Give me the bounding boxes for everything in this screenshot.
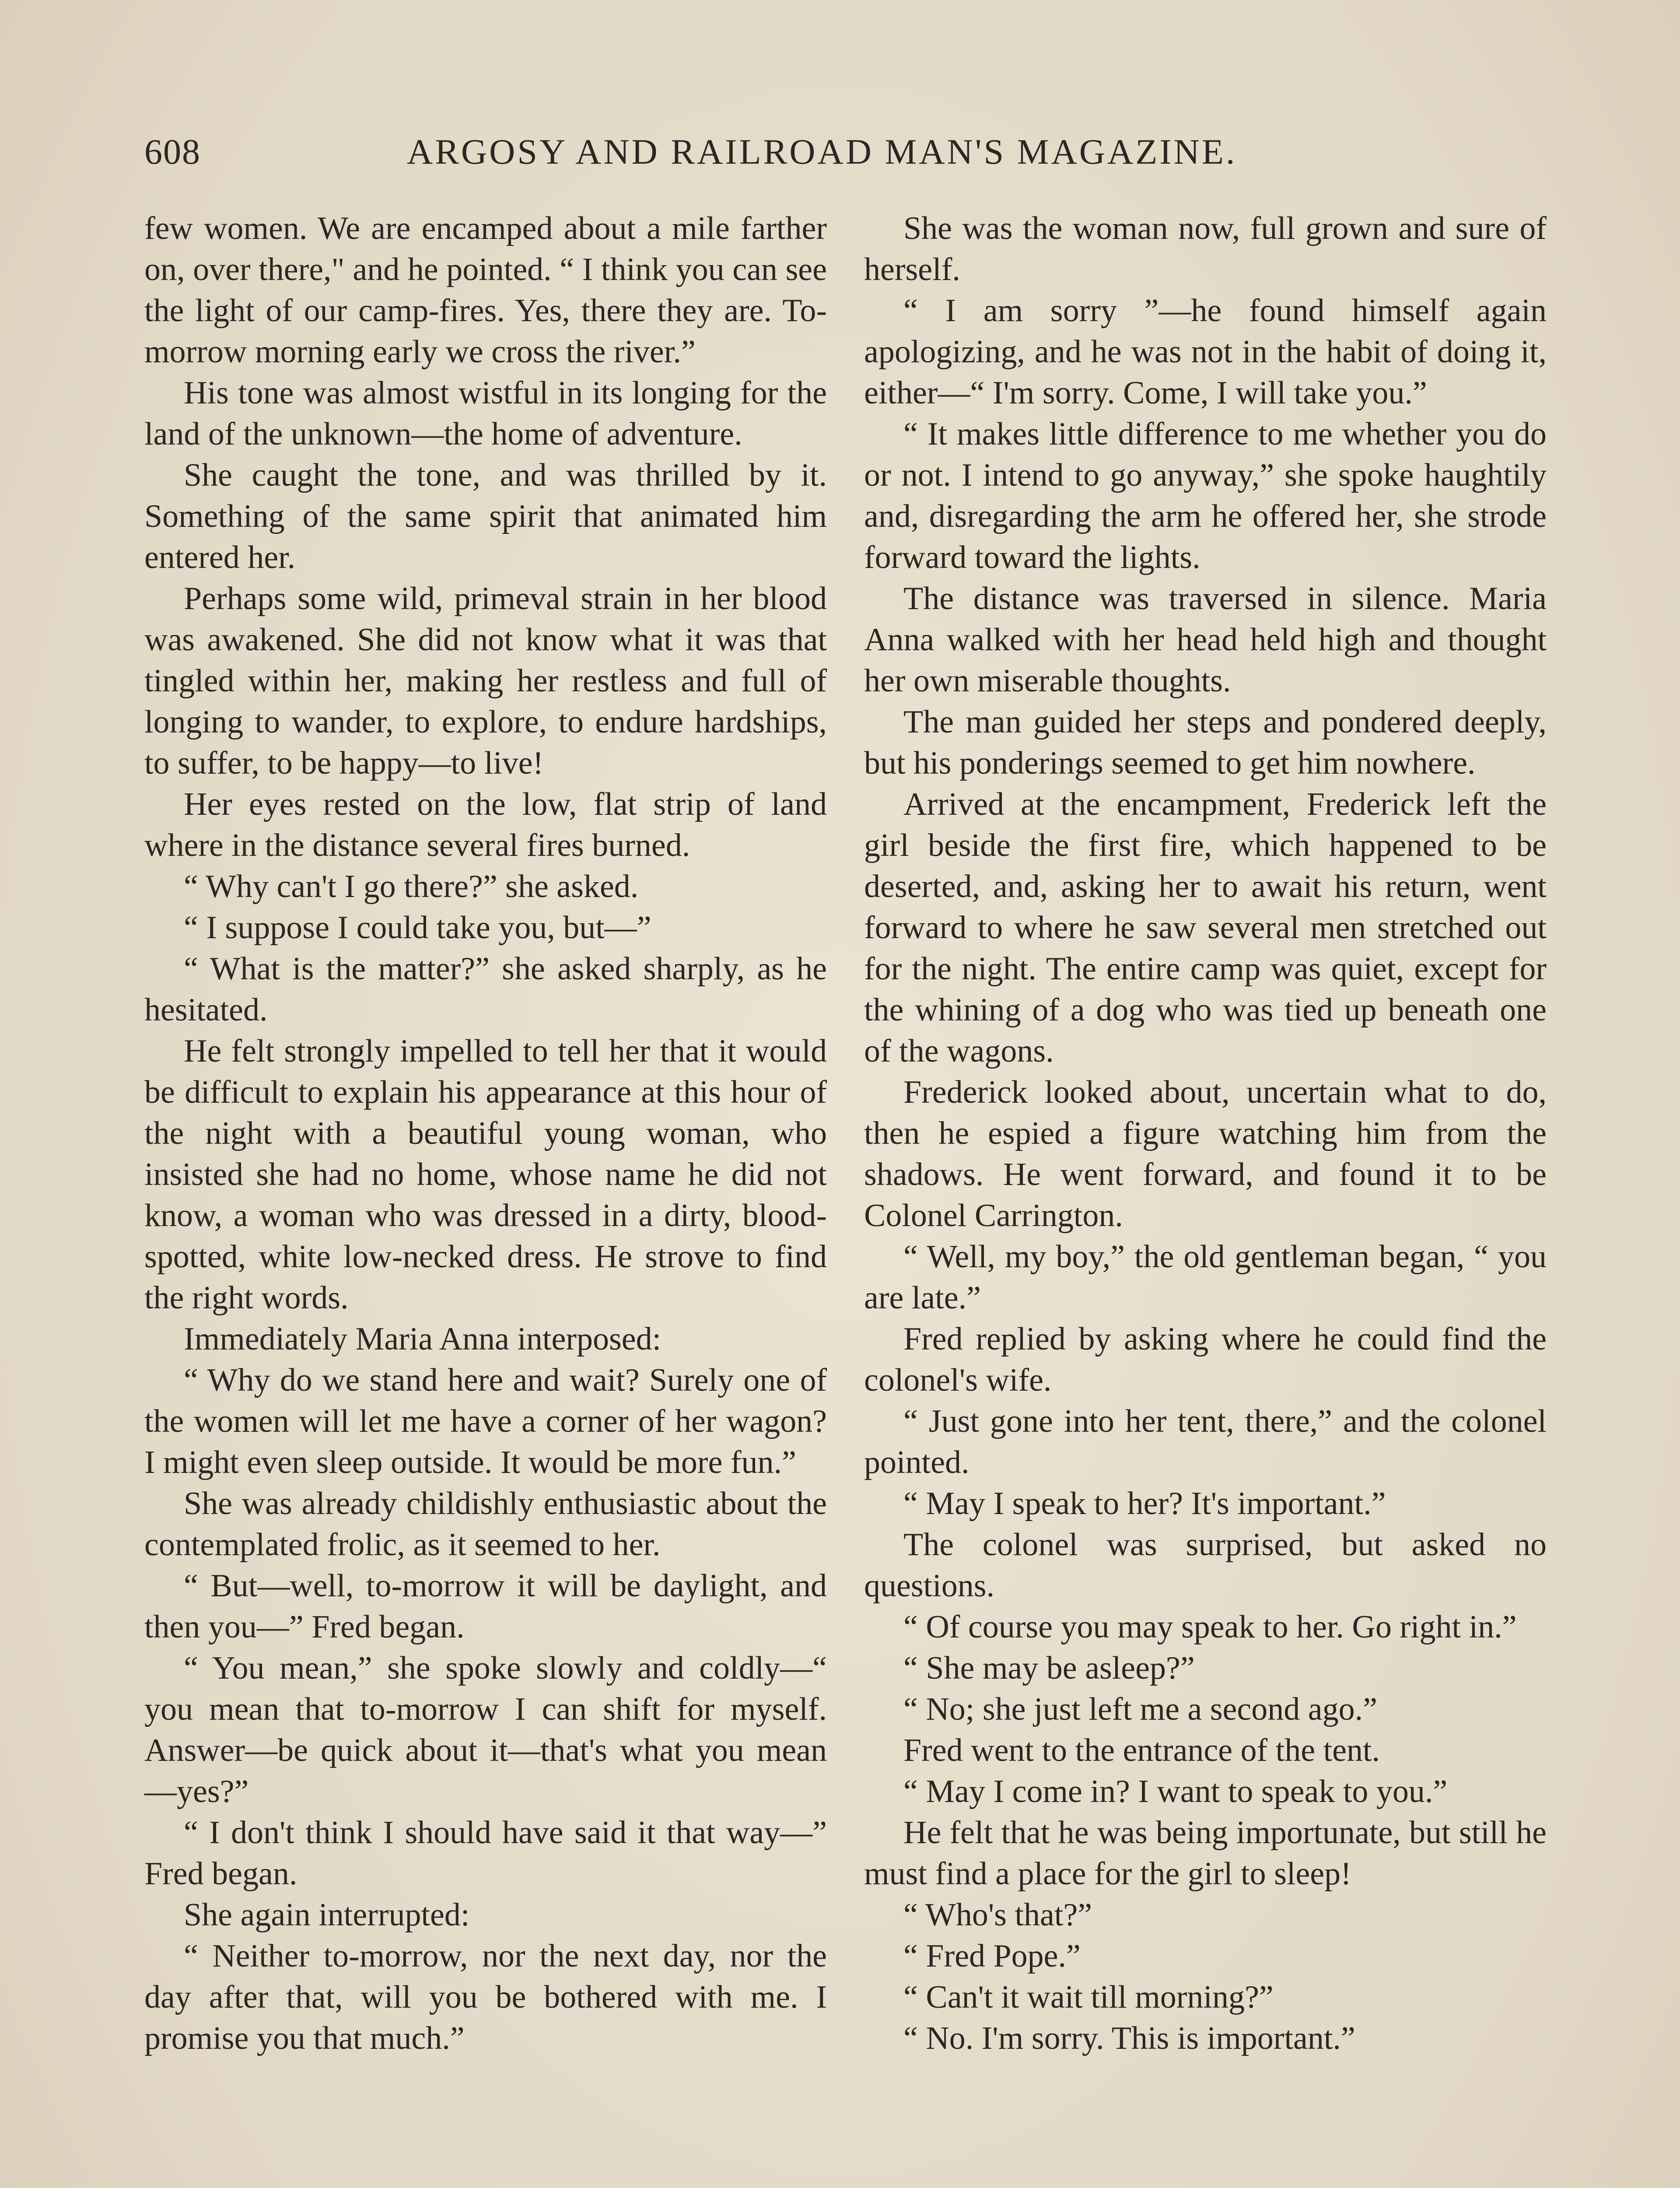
magazine-title: ARGOSY AND RAILROAD MAN'S MAGAZINE. <box>407 132 1237 172</box>
paragraph: “ Can't it wait till morning?” <box>903 1979 1274 2015</box>
running-head <box>144 131 1540 179</box>
paragraph: “ You mean,” she spoke slowly and coldly—“ you mean that to-morrow I can shift for myself. Answer—be quick about it—that's what you mean—yes?” <box>144 1650 827 1809</box>
left-column <box>144 208 827 2059</box>
paragraph: The colonel was surprised, but asked no questions. <box>864 1527 1547 1604</box>
paragraph: “ Why do we stand here and wait? Surely one of the women will let me have a corner of her wagon? I might even sleep outside. It would be more fun.” <box>144 1362 827 1480</box>
paragraph: “ I don't think I should have said it that way—” Fred began. <box>144 1815 827 1892</box>
paragraph: few women. We are encamped about a mile farther on, over there," and he pointed. “ I think you can see the light of our camp-fires. Yes, there they are. To-morrow morning early we cross the river.” <box>144 210 827 370</box>
paragraph: “ She may be asleep?” <box>903 1650 1195 1686</box>
paragraph: “ It makes little difference to me whether you do or not. I intend to go anyway,” she spoke haughtily and, disregarding the arm he offered her, she strode forward toward the lights. <box>864 416 1547 575</box>
paragraph: “ But—well, to-morrow it will be daylight, and then you—” Fred began. <box>144 1568 827 1645</box>
paragraph: “ What is the matter?” she asked sharply, as he hesitated. <box>144 951 827 1028</box>
paragraph: “ Well, my boy,” the old gentleman began, “ you are late.” <box>864 1239 1547 1316</box>
paragraph: Her eyes rested on the low, flat strip of land where in the distance several fires burned. <box>144 786 827 863</box>
paragraph: She caught the tone, and was thrilled by it. Something of the same spirit that animated him entered her. <box>144 457 827 575</box>
paragraph: “ I suppose I could take you, but—” <box>184 910 651 946</box>
paragraph: “ May I come in? I want to speak to you.” <box>903 1774 1448 1809</box>
paragraph: “ Neither to-morrow, nor the next day, nor the day after that, will you be bothered with me. I promise you that much.” <box>144 1938 827 2056</box>
paragraph: “ Who's that?” <box>903 1897 1092 1933</box>
paragraph: He felt that he was being importunate, but still he must find a place for the girl to sleep! <box>864 1815 1547 1892</box>
paragraph: “ I am sorry ”—he found himself again apologizing, and he was not in the habit of doing it, either—“ I'm sorry. Come, I will take you.” <box>864 293 1547 411</box>
paragraph: She was already childishly enthusiastic about the contemplated frolic, as it seemed to her. <box>144 1486 827 1563</box>
right-column <box>864 208 1547 2059</box>
paragraph: “ Fred Pope.” <box>903 1938 1081 1974</box>
paragraph: “ Why can't I go there?” she asked. <box>184 869 639 905</box>
paragraph: “ Of course you may speak to her. Go right in.” <box>903 1609 1517 1645</box>
paragraph: “ No; she just left me a second ago.” <box>903 1691 1377 1727</box>
page-number: 608 <box>144 132 201 172</box>
paragraph: Fred went to the entrance of the tent. <box>903 1732 1380 1768</box>
paragraph: The man guided her steps and pondered deeply, but his ponderings seemed to get him nowhere. <box>864 704 1547 781</box>
paragraph: Fred replied by asking where he could find the colonel's wife. <box>864 1321 1547 1398</box>
paragraph: The distance was traversed in silence. Maria Anna walked with her head held high and thought her own miserable thoughts. <box>864 581 1547 699</box>
paragraph: “ No. I'm sorry. This is important.” <box>903 2020 1355 2056</box>
paragraph: Frederick looked about, uncertain what to do, then he espied a figure watching him from the shadows. He went forward, and found it to be Colonel Carrington. <box>864 1074 1547 1234</box>
paragraph: “ Just gone into her tent, there,” and the colonel pointed. <box>864 1403 1547 1480</box>
paragraph: Arrived at the encampment, Frederick left the girl beside the first fire, which happened to be deserted, and, asking her to await his return, went forward to where he saw several men stretched out for the night. The entire camp was quiet, except for the whining of a dog who was tied up beneath one of the wagons. <box>864 786 1547 1069</box>
paragraph: She was the woman now, full grown and sure of herself. <box>864 210 1547 288</box>
paragraph: She again interrupted: <box>184 1897 470 1933</box>
paragraph: His tone was almost wistful in its longing for the land of the unknown—the home of adventure. <box>144 375 827 452</box>
paragraph: He felt strongly impelled to tell her that it would be difficult to explain his appearance at this hour of the night with a beautiful young woman, who insisted she had no home, whose name he did not know, a woman who was dressed in a dirty, blood-spotted, white low-necked dress. He strove to find the right words. <box>144 1033 827 1316</box>
paragraph: Perhaps some wild, primeval strain in her blood was awakened. She did not know what it was that tingled within her, making her restless and full of longing to wander, to explore, to endure hardships, to suffer, to be happy—to live! <box>144 581 827 781</box>
paragraph: “ May I speak to her? It's important.” <box>903 1486 1386 1522</box>
paragraph: Immediately Maria Anna interposed: <box>184 1321 662 1357</box>
